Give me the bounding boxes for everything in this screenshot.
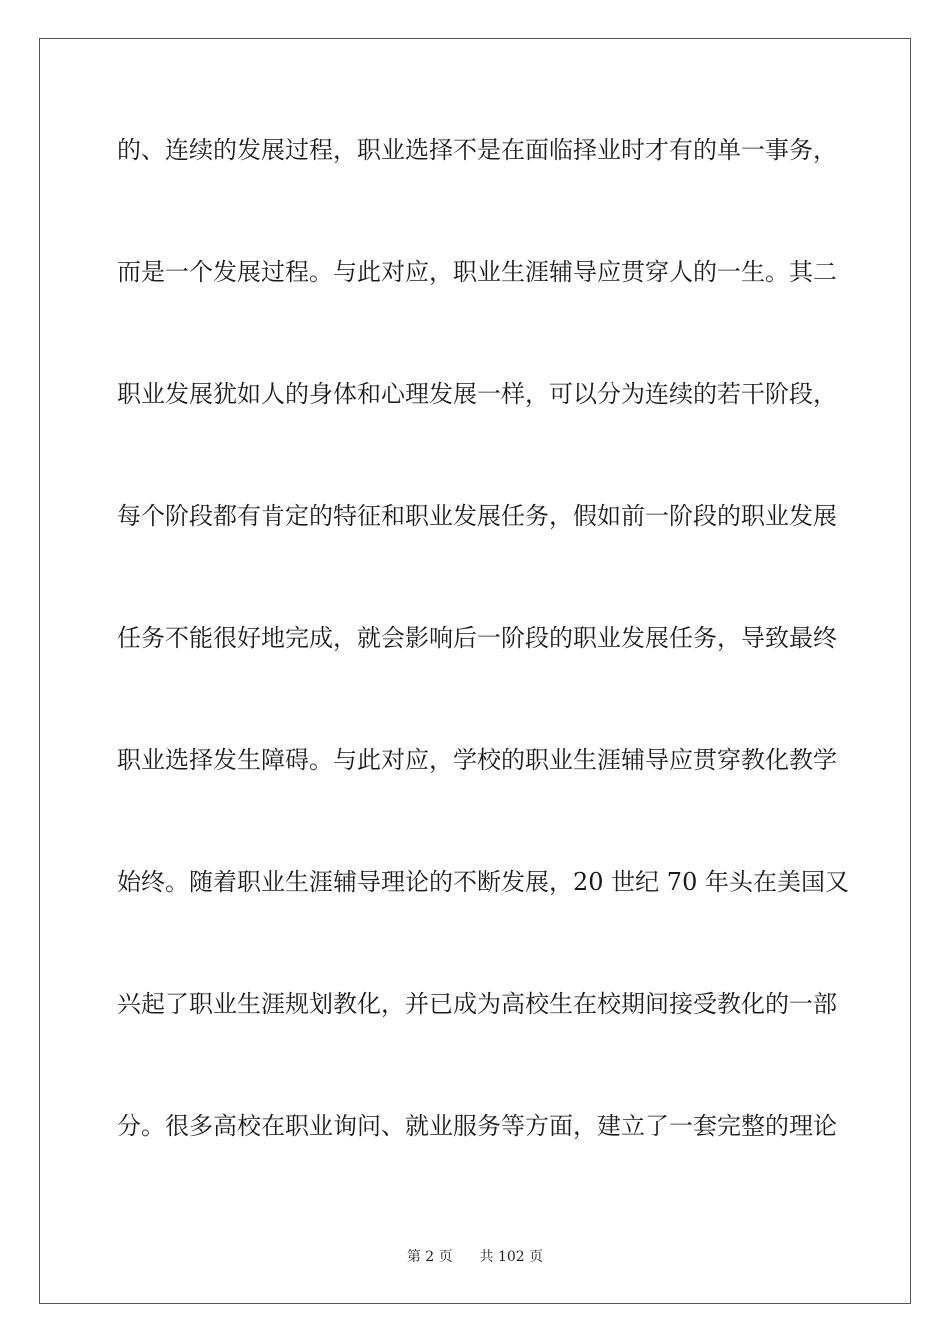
page-footer	[0, 1246, 950, 1266]
page-number: 第 2 页	[406, 1249, 453, 1265]
text-line: 职业选择发生障碍。与此对应，学校的职业生涯辅导应贯穿教化教学	[117, 746, 837, 774]
document-body	[117, 120, 849, 1218]
text-line: 兴起了职业生涯规划教化，并已成为高校生在校期间接受教化的一部	[117, 990, 837, 1018]
total-pages: 共 102 页	[479, 1249, 544, 1265]
text-line: 而是一个发展过程。与此对应，职业生涯辅导应贯穿人的一生。其二	[117, 258, 837, 286]
text-line: 任务不能很好地完成，就会影响后一阶段的职业发展任务，导致最终	[117, 624, 837, 652]
text-line: 始终。随着职业生涯辅导理论的不断发展，20 世纪 70 年头在美国又	[117, 868, 849, 896]
text-line: 分。很多高校在职业询问、就业服务等方面，建立了一套完整的理论	[117, 1112, 837, 1140]
text-line: 职业发展犹如人的身体和心理发展一样，可以分为连续的若干阶段，	[117, 380, 837, 408]
text-line: 的、连续的发展过程，职业选择不是在面临择业时才有的单一事务，	[117, 136, 837, 164]
text-line: 每个阶段都有肯定的特征和职业发展任务，假如前一阶段的职业发展	[117, 502, 837, 530]
